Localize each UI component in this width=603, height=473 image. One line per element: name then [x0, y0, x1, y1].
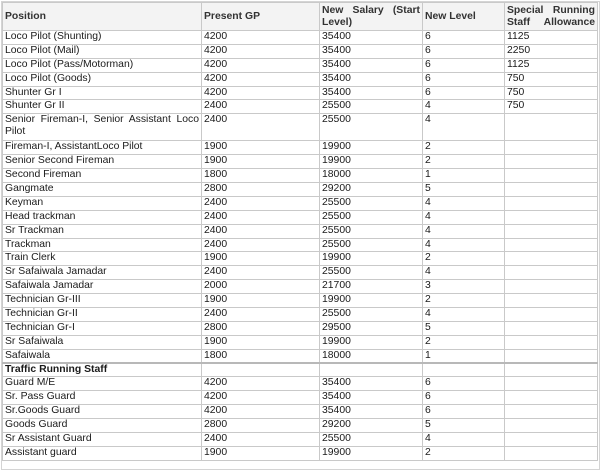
cell-position: Safaiwala Jamadar — [3, 280, 202, 294]
table-row — [3, 86, 598, 100]
cell-position: Technician Gr-I — [3, 321, 202, 335]
cell-new-salary: 35400 — [320, 31, 423, 45]
cell-new-salary: 29200 — [320, 183, 423, 197]
table-row — [3, 391, 598, 405]
cell-new-salary: 25500 — [320, 196, 423, 210]
cell-new-salary: 35400 — [320, 377, 423, 391]
cell-new-salary: 25500 — [320, 433, 423, 447]
cell-position: Second Fireman — [3, 169, 202, 183]
cell-special-allowance — [505, 155, 598, 169]
cell-special-allowance — [505, 224, 598, 238]
cell-special-allowance: 750 — [505, 72, 598, 86]
cell-present-gp: 1800 — [202, 349, 320, 363]
cell-special-allowance — [505, 405, 598, 419]
cell-special-allowance — [505, 169, 598, 183]
cell-special-allowance — [505, 280, 598, 294]
table-row — [3, 266, 598, 280]
cell-position: Loco Pilot (Pass/Motorman) — [3, 58, 202, 72]
cell-special-allowance — [505, 252, 598, 266]
cell-present-gp: 1800 — [202, 169, 320, 183]
cell-new-salary: 19900 — [320, 446, 423, 460]
cell-new-level: 6 — [423, 377, 505, 391]
cell-position: Assistant guard — [3, 446, 202, 460]
section-empty-cell — [202, 363, 320, 377]
cell-position: Loco Pilot (Shunting) — [3, 31, 202, 45]
cell-new-salary: 19900 — [320, 335, 423, 349]
cell-position: Technician Gr-III — [3, 294, 202, 308]
cell-special-allowance — [505, 391, 598, 405]
cell-special-allowance — [505, 210, 598, 224]
cell-present-gp: 1900 — [202, 155, 320, 169]
table-row — [3, 155, 598, 169]
cell-special-allowance — [505, 294, 598, 308]
cell-new-level: 1 — [423, 349, 505, 363]
cell-new-level: 4 — [423, 308, 505, 322]
cell-position: Sr Safaiwala — [3, 335, 202, 349]
cell-present-gp: 2400 — [202, 210, 320, 224]
cell-new-level: 2 — [423, 294, 505, 308]
salary-table — [2, 2, 598, 461]
cell-present-gp: 4200 — [202, 44, 320, 58]
cell-position: Sr Safaiwala Jamadar — [3, 266, 202, 280]
cell-special-allowance: 1125 — [505, 58, 598, 72]
table-row — [3, 114, 598, 141]
cell-new-level: 2 — [423, 155, 505, 169]
table-row — [3, 44, 598, 58]
cell-present-gp: 4200 — [202, 72, 320, 86]
section-empty-cell — [505, 363, 598, 377]
cell-new-level: 5 — [423, 183, 505, 197]
cell-new-salary: 35400 — [320, 391, 423, 405]
cell-new-salary: 19900 — [320, 294, 423, 308]
table-row — [3, 377, 598, 391]
cell-present-gp: 2000 — [202, 280, 320, 294]
cell-new-salary: 25500 — [320, 114, 423, 141]
cell-new-salary: 25500 — [320, 210, 423, 224]
cell-position: Keyman — [3, 196, 202, 210]
header-new-level: New Level — [423, 3, 505, 31]
cell-position: Sr Assistant Guard — [3, 433, 202, 447]
cell-new-level: 6 — [423, 58, 505, 72]
cell-new-salary: 25500 — [320, 308, 423, 322]
header-new-salary: New Salary (Start Level) — [320, 3, 423, 31]
table-row — [3, 321, 598, 335]
cell-present-gp: 1900 — [202, 141, 320, 155]
cell-special-allowance — [505, 266, 598, 280]
cell-new-salary: 35400 — [320, 44, 423, 58]
header-special-allowance: Special Running Staff Allowance — [505, 3, 598, 31]
cell-new-salary: 35400 — [320, 405, 423, 419]
table-row — [3, 349, 598, 363]
table-row — [3, 446, 598, 460]
cell-special-allowance: 750 — [505, 86, 598, 100]
header-row — [3, 3, 598, 31]
table-row — [3, 308, 598, 322]
table-row — [3, 72, 598, 86]
section-title: Traffic Running Staff — [3, 363, 202, 377]
cell-new-salary: 19900 — [320, 252, 423, 266]
cell-new-level: 4 — [423, 224, 505, 238]
table-row — [3, 141, 598, 155]
cell-present-gp: 2400 — [202, 224, 320, 238]
cell-position: Sr Trackman — [3, 224, 202, 238]
cell-position: Guard M/E — [3, 377, 202, 391]
cell-new-level: 2 — [423, 252, 505, 266]
cell-present-gp: 2800 — [202, 419, 320, 433]
cell-new-level: 6 — [423, 44, 505, 58]
cell-present-gp: 4200 — [202, 31, 320, 45]
cell-position: Shunter Gr II — [3, 100, 202, 114]
table-row — [3, 210, 598, 224]
cell-new-salary: 25500 — [320, 100, 423, 114]
table-row — [3, 58, 598, 72]
cell-special-allowance — [505, 446, 598, 460]
cell-special-allowance — [505, 114, 598, 141]
cell-new-level: 2 — [423, 141, 505, 155]
cell-special-allowance — [505, 335, 598, 349]
cell-present-gp: 4200 — [202, 405, 320, 419]
cell-new-level: 5 — [423, 321, 505, 335]
cell-new-salary: 29200 — [320, 419, 423, 433]
table-row — [3, 419, 598, 433]
cell-present-gp: 2400 — [202, 196, 320, 210]
cell-special-allowance — [505, 419, 598, 433]
cell-position: Loco Pilot (Goods) — [3, 72, 202, 86]
cell-present-gp: 4200 — [202, 377, 320, 391]
cell-special-allowance — [505, 183, 598, 197]
cell-special-allowance — [505, 141, 598, 155]
cell-present-gp: 2800 — [202, 321, 320, 335]
cell-new-salary: 18000 — [320, 169, 423, 183]
cell-position: Senior Second Fireman — [3, 155, 202, 169]
cell-position: Gangmate — [3, 183, 202, 197]
cell-new-level: 1 — [423, 169, 505, 183]
cell-present-gp: 4200 — [202, 58, 320, 72]
cell-position: Senior Fireman-I, Senior Assistant Loco Pilot — [3, 114, 202, 141]
cell-present-gp: 2400 — [202, 100, 320, 114]
section-empty-cell — [423, 363, 505, 377]
cell-new-level: 4 — [423, 433, 505, 447]
cell-new-level: 6 — [423, 31, 505, 45]
cell-new-salary: 25500 — [320, 224, 423, 238]
table-row — [3, 294, 598, 308]
section-empty-cell — [320, 363, 423, 377]
cell-position: Train Clerk — [3, 252, 202, 266]
cell-position: Trackman — [3, 238, 202, 252]
header-present-gp: Present GP — [202, 3, 320, 31]
table-row — [3, 196, 598, 210]
table-row — [3, 183, 598, 197]
cell-special-allowance: 2250 — [505, 44, 598, 58]
cell-new-level: 2 — [423, 446, 505, 460]
cell-position: Fireman-I, AssistantLoco Pilot — [3, 141, 202, 155]
cell-new-salary: 35400 — [320, 72, 423, 86]
cell-present-gp: 2400 — [202, 114, 320, 141]
cell-present-gp: 2400 — [202, 266, 320, 280]
cell-new-salary: 35400 — [320, 86, 423, 100]
cell-new-level: 6 — [423, 72, 505, 86]
table-row — [3, 238, 598, 252]
table-row — [3, 169, 598, 183]
cell-position: Technician Gr-II — [3, 308, 202, 322]
cell-present-gp: 1900 — [202, 335, 320, 349]
cell-new-level: 4 — [423, 238, 505, 252]
cell-position: Shunter Gr I — [3, 86, 202, 100]
cell-position: Goods Guard — [3, 419, 202, 433]
cell-special-allowance: 750 — [505, 100, 598, 114]
cell-special-allowance — [505, 308, 598, 322]
cell-new-level: 5 — [423, 419, 505, 433]
cell-present-gp: 4200 — [202, 391, 320, 405]
section-header-row — [3, 363, 598, 377]
table-row — [3, 100, 598, 114]
cell-special-allowance — [505, 377, 598, 391]
cell-new-level: 4 — [423, 196, 505, 210]
cell-new-level: 2 — [423, 335, 505, 349]
cell-special-allowance: 1125 — [505, 31, 598, 45]
table-header — [3, 3, 598, 31]
cell-position: Sr. Pass Guard — [3, 391, 202, 405]
table-row — [3, 433, 598, 447]
cell-special-allowance — [505, 196, 598, 210]
cell-new-salary: 19900 — [320, 155, 423, 169]
cell-special-allowance — [505, 349, 598, 363]
cell-new-salary: 19900 — [320, 141, 423, 155]
cell-present-gp: 4200 — [202, 86, 320, 100]
cell-present-gp: 2400 — [202, 238, 320, 252]
table-row — [3, 405, 598, 419]
cell-new-salary: 35400 — [320, 58, 423, 72]
cell-present-gp: 1900 — [202, 446, 320, 460]
cell-new-level: 4 — [423, 100, 505, 114]
table-body — [3, 31, 598, 461]
cell-new-level: 6 — [423, 86, 505, 100]
table-row — [3, 252, 598, 266]
table-row — [3, 224, 598, 238]
cell-new-level: 6 — [423, 405, 505, 419]
cell-new-level: 6 — [423, 391, 505, 405]
cell-present-gp: 1900 — [202, 252, 320, 266]
cell-new-level: 4 — [423, 266, 505, 280]
cell-special-allowance — [505, 433, 598, 447]
cell-new-level: 4 — [423, 114, 505, 141]
cell-new-salary: 25500 — [320, 238, 423, 252]
cell-new-level: 4 — [423, 210, 505, 224]
cell-special-allowance — [505, 321, 598, 335]
table-row — [3, 280, 598, 294]
cell-new-salary: 18000 — [320, 349, 423, 363]
cell-special-allowance — [505, 238, 598, 252]
cell-position: Head trackman — [3, 210, 202, 224]
cell-position: Safaiwala — [3, 349, 202, 363]
cell-new-salary: 25500 — [320, 266, 423, 280]
table-row — [3, 335, 598, 349]
cell-new-level: 3 — [423, 280, 505, 294]
cell-present-gp: 2800 — [202, 183, 320, 197]
cell-position: Sr.Goods Guard — [3, 405, 202, 419]
cell-present-gp: 2400 — [202, 433, 320, 447]
cell-position: Loco Pilot (Mail) — [3, 44, 202, 58]
cell-new-salary: 29500 — [320, 321, 423, 335]
cell-present-gp: 1900 — [202, 294, 320, 308]
table-row — [3, 31, 598, 45]
header-position: Position — [3, 3, 202, 31]
cell-present-gp: 2400 — [202, 308, 320, 322]
cell-new-salary: 21700 — [320, 280, 423, 294]
